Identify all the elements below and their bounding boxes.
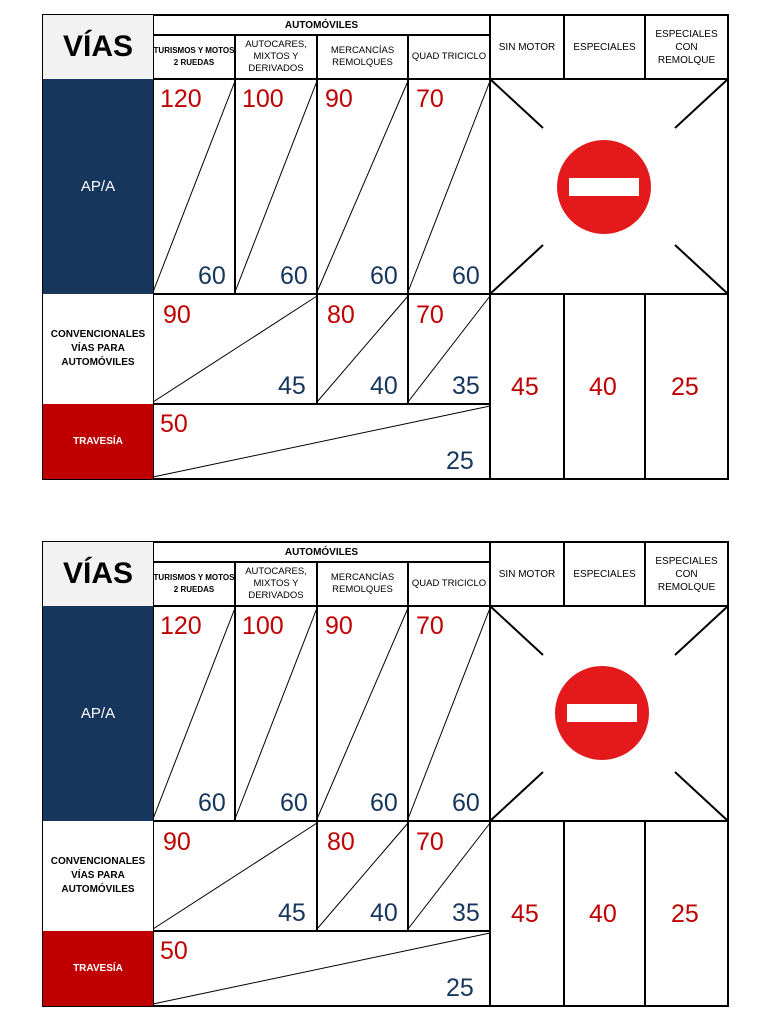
- sin-motor-header: SIN MOTOR: [498, 41, 556, 53]
- apa-turismos-max: 120: [160, 612, 202, 640]
- quad-header: QUAD TRICICLO: [411, 51, 487, 62]
- especiales-remolque-header: ESPECIALES CON REMOLQUE: [655, 28, 718, 66]
- automoviles-header: AUTOMÓVILES: [284, 19, 359, 31]
- conv-quad-max: 70: [416, 301, 444, 329]
- apa-turismos-min: 60: [198, 789, 226, 817]
- especiales-header: ESPECIALES: [573, 41, 636, 53]
- travesia-max: 50: [160, 937, 188, 965]
- travesia-min: 25: [446, 974, 474, 1002]
- no-entry-sign-icon: [555, 666, 649, 760]
- road-travesia: TRAVESÍA: [43, 404, 153, 479]
- apa-mercancias-min: 60: [370, 789, 398, 817]
- turismos-header: TURISMOS Y MOTOS 2 RUEDAS: [153, 46, 235, 67]
- conv-turismos-max: 90: [163, 828, 191, 856]
- conv-quad-min: 35: [452, 372, 480, 400]
- road-apa: AP/A: [43, 79, 153, 294]
- apa-autocares-max: 100: [242, 85, 284, 113]
- apa-autocares-min: 60: [280, 262, 308, 290]
- quad-header: QUAD TRICICLO: [411, 578, 487, 589]
- conv-turismos-min: 45: [278, 899, 306, 927]
- road-convencionales: CONVENCIONALES VÍAS PARA AUTOMÓVILES: [43, 821, 153, 931]
- apa-mercancias-min: 60: [370, 262, 398, 290]
- especiales-remolque-limit: 25: [671, 373, 699, 401]
- travesia-max: 50: [160, 410, 188, 438]
- road-convencionales: CONVENCIONALES VÍAS PARA AUTOMÓVILES: [43, 294, 153, 404]
- conv-mercancias-min: 40: [370, 899, 398, 927]
- conv-mercancias-max: 80: [327, 828, 355, 856]
- apa-mercancias-max: 90: [325, 612, 353, 640]
- road-apa: AP/A: [43, 606, 153, 821]
- mercancias-header: MERCANCÍAS REMOLQUES: [330, 45, 395, 68]
- especiales-header: ESPECIALES: [573, 568, 636, 580]
- road-travesia: TRAVESÍA: [43, 931, 153, 1006]
- automoviles-header: AUTOMÓVILES: [284, 546, 359, 558]
- turismos-header: TURISMOS Y MOTOS 2 RUEDAS: [153, 573, 235, 594]
- vias-title: VÍAS: [43, 15, 153, 79]
- conv-turismos-min: 45: [278, 372, 306, 400]
- conv-mercancias-max: 80: [327, 301, 355, 329]
- especiales-remolque-limit: 25: [671, 900, 699, 928]
- apa-turismos-min: 60: [198, 262, 226, 290]
- apa-quad-min: 60: [452, 262, 480, 290]
- no-entry-sign-icon: [557, 140, 651, 234]
- sin-motor-limit: 45: [511, 373, 539, 401]
- vias-title: VÍAS: [43, 542, 153, 606]
- autocares-header: AUTOCARES, MIXTOS Y DERIVADOS: [245, 39, 307, 74]
- apa-mercancias-max: 90: [325, 85, 353, 113]
- conv-quad-max: 70: [416, 828, 444, 856]
- apa-autocares-min: 60: [280, 789, 308, 817]
- apa-quad-max: 70: [416, 85, 444, 113]
- especiales-limit: 40: [589, 900, 617, 928]
- travesia-min: 25: [446, 447, 474, 475]
- autocares-header: AUTOCARES, MIXTOS Y DERIVADOS: [245, 566, 307, 601]
- apa-turismos-max: 120: [160, 85, 202, 113]
- sin-motor-header: SIN MOTOR: [498, 568, 556, 580]
- mercancias-header: MERCANCÍAS REMOLQUES: [330, 572, 395, 595]
- conv-quad-min: 35: [452, 899, 480, 927]
- apa-quad-min: 60: [452, 789, 480, 817]
- especiales-remolque-header: ESPECIALES CON REMOLQUE: [655, 555, 718, 593]
- sin-motor-limit: 45: [511, 900, 539, 928]
- conv-turismos-max: 90: [163, 301, 191, 329]
- apa-autocares-max: 100: [242, 612, 284, 640]
- conv-mercancias-min: 40: [370, 372, 398, 400]
- especiales-limit: 40: [589, 373, 617, 401]
- apa-quad-max: 70: [416, 612, 444, 640]
